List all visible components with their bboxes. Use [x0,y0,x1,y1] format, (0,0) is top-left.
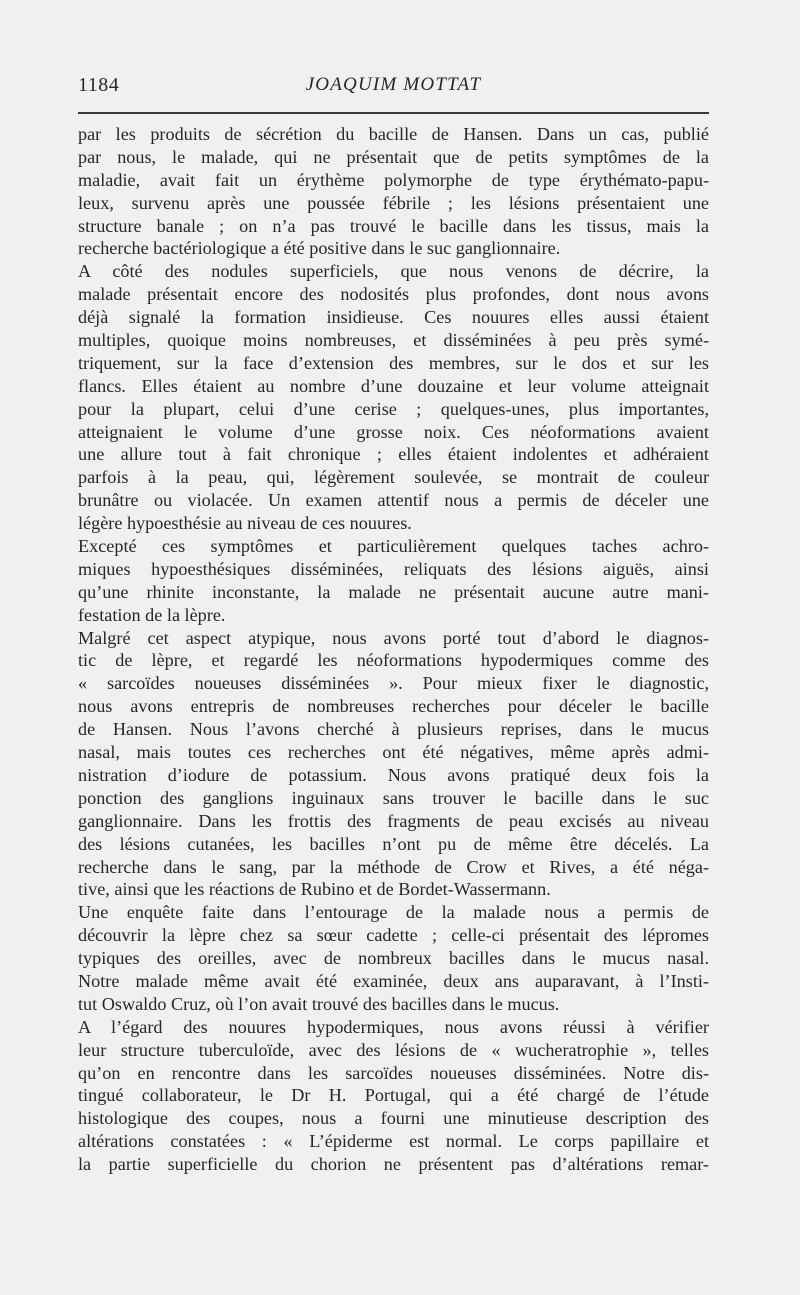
text-line: découvrir la lèpre chez sa sœur cadette ; celle-ci présentait des lépromes [78,925,709,946]
text-line: Une enquête faite dans l’entourage de la malade nous a permis de [78,902,709,923]
text-line: atteignaient le volume d’une grosse noix. Ces néoformations avaient [78,421,709,442]
text-line: malade présentait encore des nodosités plus profondes, dont nous avons [78,284,709,305]
text-line: déjà signalé la formation insidieuse. Ces nouures elles aussi étaient [78,307,709,328]
text-line: Malgré cet aspect atypique, nous avons porté tout d’abord le diagnos- [78,627,709,648]
text-line: tingué collaborateur, le Dr H. Portugal, qui a été chargé de l’étude [78,1085,709,1106]
text-line: tive, ainsi que les réactions de Rubino et de Bordet-Wassermann. [78,879,551,900]
text-line: structure banale ; on n’a pas trouvé le bacille dans les tissus, mais la [78,215,709,236]
text-line: histologique des coupes, nous a fourni une minutieuse description des [78,1108,709,1129]
text-line: multiples, quoique moins nombreuses, et disséminées à peu près symé- [78,330,709,351]
text-line: tic de lèpre, et regardé les néoformations hypodermiques comme des [78,650,709,671]
text-line: Notre malade même avait été examinée, deux ans auparavant, à l’Insti- [78,970,709,991]
text-line: A l’égard des nouures hypodermiques, nous avons réussi à vérifier [78,1016,709,1037]
text-line: des lésions cutanées, les bacilles n’ont pu de même être décelés. La [78,833,709,854]
running-title: JOAQUIM MOTTAT [305,74,482,95]
text-line: tut Oswaldo Cruz, où l’on avait trouvé des bacilles dans le mucus. [78,993,560,1014]
text-line: festation de la lèpre. [78,604,226,625]
text-line: altérations constatées : « L’épiderme est normal. Le corps papillaire et [78,1131,709,1152]
text-line: une allure tout à fait chronique ; elles étaient indolentes et adhéraient [78,444,709,465]
header-rule [78,112,709,114]
text-line: ponction des ganglions inguinaux sans trouver le bacille dans le suc [78,787,709,808]
text-line: parfois à la peau, qui, légèrement soulevée, se montrait de couleur [78,467,709,488]
body-text [78,123,709,1176]
text-line: triquement, sur la face d’extension des membres, sur le dos et sur les [78,352,709,373]
text-line: leur structure tuberculoïde, avec des lésions de « wucheratrophie », telles [78,1039,709,1060]
text-line: nasal, mais toutes ces recherches ont été négatives, même après admi- [78,742,709,763]
text-line: ganglionnaire. Dans les frottis des fragments de peau excisés au niveau [78,810,709,831]
text-line: qu’on en rencontre dans les sarcoïdes noueuses disséminées. Notre dis- [78,1062,709,1083]
text-line: la partie superficielle du chorion ne présentent pas d’altérations remar- [78,1154,709,1175]
text-line: typiques des oreilles, avec de nombreux bacilles dans le mucus nasal. [78,948,709,969]
text-line: A côté des nodules superficiels, que nous venons de décrire, la [78,261,709,282]
text-line: de Hansen. Nous l’avons cherché à plusieurs reprises, dans le mucus [78,719,709,740]
text-line: Excepté ces symptômes et particulièrement quelques taches achro- [78,536,709,557]
text-line: leux, survenu après une poussée fébrile ; les lésions présentaient une [78,192,709,213]
text-line: recherche bactériologique a été positive dans le suc ganglionnaire. [78,238,561,259]
text-line: légère hypoesthésie au niveau de ces nouures. [78,513,412,534]
text-line: maladie, avait fait un érythème polymorphe de type érythémato-papu- [78,169,709,190]
text-line: brunâtre ou violacée. Un examen attentif nous a permis de déceler une [78,490,709,511]
text-line: qu’une rhinite inconstante, la malade ne présentait aucune autre mani- [78,581,709,602]
text-line: nous avons entrepris de nombreuses recherches pour déceler le bacille [78,696,709,717]
page-number: 1184 [78,74,120,96]
text-line: flancs. Elles étaient au nombre d’une douzaine et leur volume atteignait [78,375,709,396]
text-line: recherche dans le sang, par la méthode de Crow et Rives, a été néga- [78,856,709,877]
text-line: pour la plupart, celui d’une cerise ; quelques-unes, plus importantes, [78,398,709,419]
text-line: par les produits de sécrétion du bacille de Hansen. Dans un cas, publié [78,124,709,144]
running-head [78,74,709,104]
text-line: par nous, le malade, qui ne présentait que de petits symptômes de la [78,146,709,167]
text-line: « sarcoïdes noueuses disséminées ». Pour mieux fixer le diagnostic, [78,673,709,694]
text-line: nistration d’iodure de potassium. Nous avons pratiqué deux fois la [78,764,709,785]
text-line: miques hypoesthésiques disséminées, reliquats des lésions aiguës, ainsi [78,558,709,579]
